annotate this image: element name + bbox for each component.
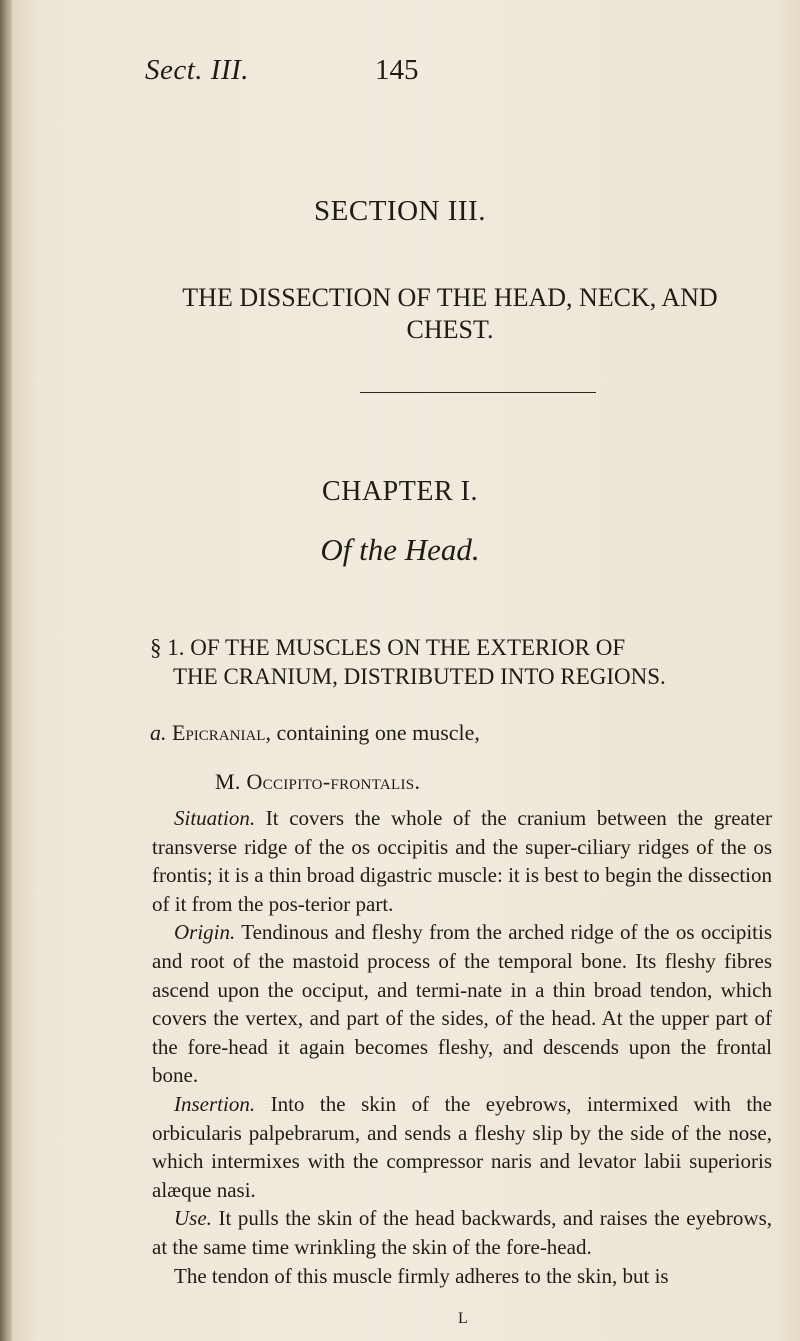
signature-mark: L [458, 1310, 468, 1327]
paragraph-tendon [152, 1262, 772, 1291]
region-name: Epicranial, [172, 720, 271, 745]
paragraph-use [152, 1204, 772, 1261]
insertion-label: Insertion. [174, 1091, 256, 1116]
chapter-title: Of the Head. [320, 532, 480, 567]
body-text [152, 804, 772, 1290]
region-text: containing one muscle, [276, 720, 480, 745]
tendon-text: The tendon of this muscle firmly adheres to the skin, but is [174, 1263, 669, 1288]
paragraph-situation [152, 804, 772, 918]
origin-text: Tendinous and fleshy from the arched ridge of the os occipitis and root of the mastoid process of the temporal bone. Its fleshy fibres ascend upon the occiput, and termi-nate in a thin broad tendon, which covers the vertex, and part of the sides, of the head. At the upper part of the fore-head it again becomes fleshy, and descends upon the frontal bone. [152, 920, 772, 1088]
subsection-heading-line-1: § 1. OF THE MUSCLES ON THE EXTERIOR OF [150, 635, 626, 660]
divider-rule [360, 392, 596, 393]
subsection-heading [150, 633, 800, 691]
situation-label: Situation. [174, 806, 256, 830]
muscle-name: M. Occipito-frontalis. [215, 769, 421, 794]
running-head-section: Sect. III. [145, 54, 250, 86]
region-letter: a. [150, 720, 167, 745]
page-number: 145 [375, 54, 419, 86]
chapter-heading: CHAPTER I. [322, 476, 478, 507]
section-heading: SECTION III. [314, 195, 486, 227]
section-title: THE DISSECTION OF THE HEAD, NECK, AND CHEST. [182, 283, 718, 344]
insertion-text: Into the skin of the eyebrows, intermixed with the orbicularis palpebrarum, and sends a fleshy slip by the side of the nose, which intermixes with the compressor naris and levator labii superioris alæque nasi. [152, 1091, 773, 1202]
paragraph-insertion [152, 1090, 772, 1204]
origin-label: Origin. [174, 920, 236, 945]
subsection-heading-line-2: THE CRANIUM, DISTRIBUTED INTO REGIONS. [173, 664, 666, 689]
paragraph-origin [152, 918, 772, 1090]
use-label: Use. [174, 1206, 212, 1231]
region-heading [150, 720, 790, 746]
use-text: It pulls the skin of the head backwards, and raises the eyebrows, at the same time wrinkling the skin of the fore-head. [152, 1206, 773, 1259]
situation-text: It covers the whole of the cranium between the greater transverse ridge of the os occipitis and the super-ciliary ridges of the os frontis; it is a thin broad digastric muscle: it is best to begin the dissection of it from the pos-terior part. [152, 806, 773, 916]
running-header [145, 54, 645, 94]
